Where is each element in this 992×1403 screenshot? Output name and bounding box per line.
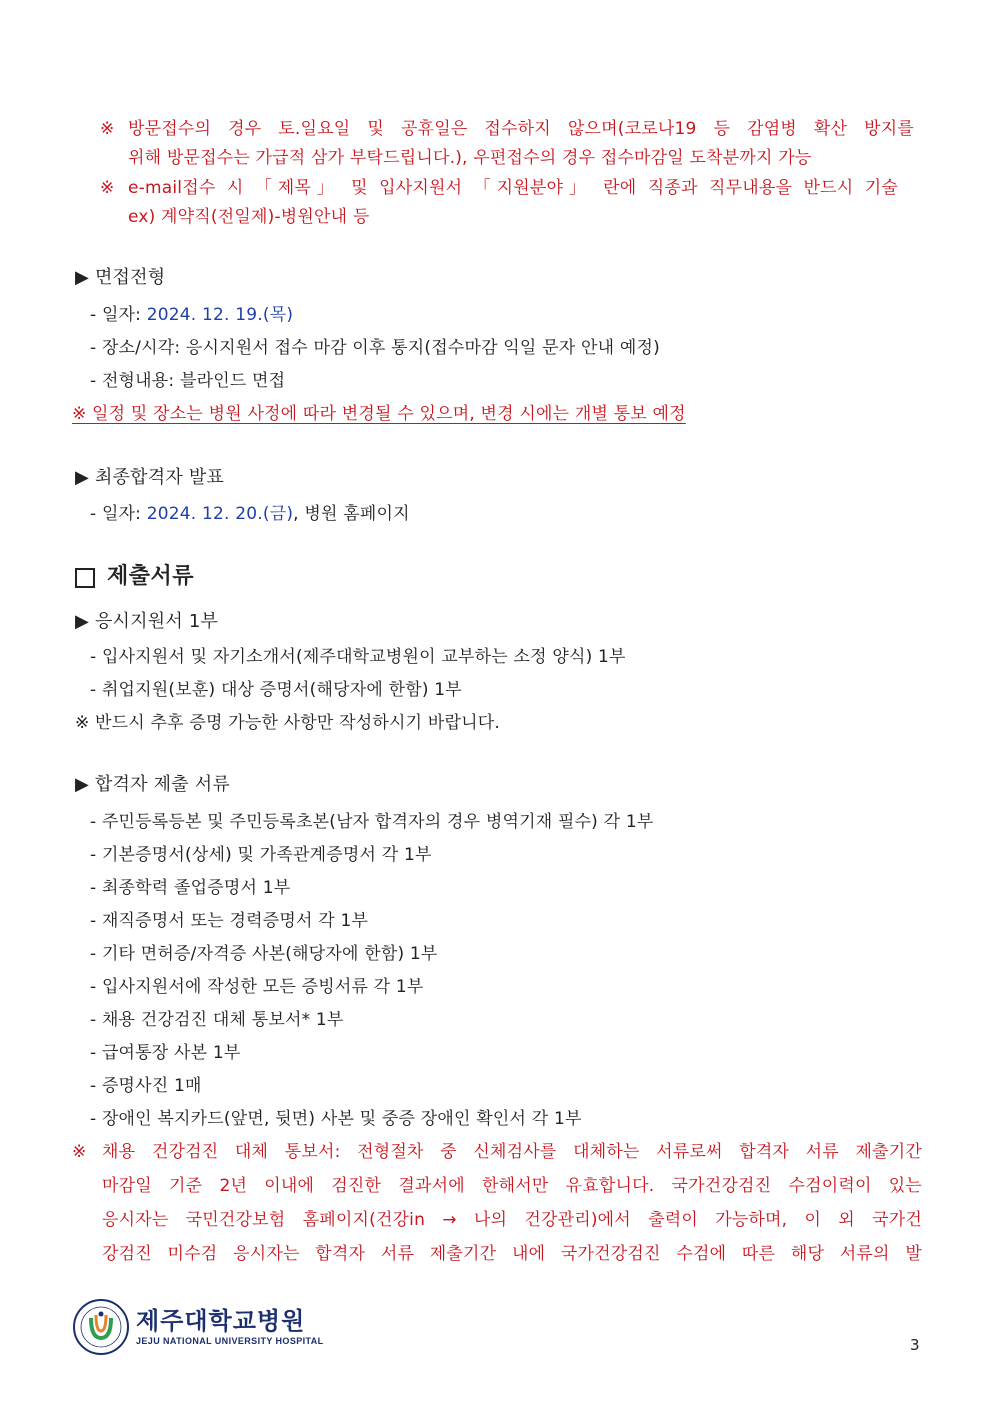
health-note-line3: 응시자는 국민건강보험 홈페이지(건강in → 나의 건강관리)에서 출력이 가능하며, 이 외 국가건	[102, 1210, 922, 1230]
announcement-title: ▶ 최종합격자 발표	[75, 467, 225, 488]
interview-title: ▶ 면접전형	[75, 267, 166, 288]
note-mark: ※	[100, 178, 115, 198]
email-note-line2: ex) 계약직(전일제)-병원안내 등	[128, 207, 370, 227]
page-number: 3	[910, 1336, 920, 1354]
documents-heading	[75, 563, 194, 591]
interview-date	[90, 303, 293, 327]
application-item: - 취업지원(보훈) 대상 증명서(해당자에 한함) 1부	[90, 680, 462, 700]
passed-doc-item: - 주민등록등본 및 주민등록초본(남자 합격자의 경우 병역기재 필수) 각 1부	[90, 812, 654, 832]
application-title: ▶ 응시지원서 1부	[75, 611, 219, 632]
health-note-line1: 채용 건강검진 대체 통보서: 전형절차 중 신체검사를 대체하는 서류로써 합격자 서류 제출기간	[102, 1142, 922, 1162]
hospital-emblem-icon	[72, 1298, 130, 1356]
announcement-date-suffix: , 병원 홈페이지	[293, 504, 410, 524]
passed-doc-item: - 재직증명서 또는 경력증명서 각 1부	[90, 911, 369, 931]
visit-note-line2: 위해 방문접수는 가급적 삼가 부탁드립니다.), 우편접수의 경우 접수마감일 도착분까지 가능	[128, 148, 812, 168]
checkbox-square-icon	[75, 568, 95, 588]
passed-doc-item: - 급여통장 사본 1부	[90, 1043, 241, 1063]
interview-date-label: - 일자:	[90, 305, 147, 325]
announcement-date	[90, 502, 410, 526]
announcement-date-value: 2024. 12. 20.(금)	[146, 504, 294, 524]
health-note-line2: 마감일 기준 2년 이내에 검진한 결과서에 한해서만 유효합니다. 국가건강검진 수검이력이 있는	[102, 1176, 922, 1196]
interview-place: - 장소/시각: 응시지원서 접수 마감 이후 통지(접수마감 익일 문자 안내 예정)	[90, 338, 660, 358]
application-note: ※ 반드시 추후 증명 가능한 사항만 작성하시기 바랍니다.	[75, 713, 500, 733]
passed-doc-item: - 입사지원서에 작성한 모든 증빙서류 각 1부	[90, 977, 424, 997]
application-item: - 입사지원서 및 자기소개서(제주대학교병원이 교부하는 소정 양식) 1부	[90, 647, 626, 667]
passed-doc-item: - 최종학력 졸업증명서 1부	[90, 878, 291, 898]
logo-name: 제주대학교병원	[136, 1307, 306, 1335]
announcement-date-label: - 일자:	[90, 504, 147, 524]
passed-doc-item: - 증명사진 1매	[90, 1076, 202, 1096]
note-mark: ※	[100, 119, 115, 139]
interview-content: - 전형내용: 블라인드 면접	[90, 371, 286, 391]
note-mark: ※	[72, 1142, 87, 1162]
logo-english-name: JEJU NATIONAL UNIVERSITY HOSPITAL	[136, 1336, 324, 1346]
health-note-line4: 강검진 미수검 응시자는 합격자 서류 제출기간 내에 국가건강검진 수검에 따른 해당 서류의 발	[102, 1244, 922, 1264]
passed-doc-item: - 채용 건강검진 대체 통보서* 1부	[90, 1010, 344, 1030]
passed-docs-title: ▶ 합격자 제출 서류	[75, 774, 230, 795]
email-note-line1: e-mail접수 시 「제목」 및 입사지원서 「지원분야」 란에 직종과 직무내용을 반드시 기술	[128, 178, 898, 198]
passed-doc-item: - 장애인 복지카드(앞면, 뒷면) 사본 및 중증 장애인 확인서 각 1부	[90, 1109, 582, 1129]
passed-doc-item: - 기타 면허증/자격증 사본(해당자에 한함) 1부	[90, 944, 438, 964]
hospital-logo	[72, 1298, 324, 1356]
passed-doc-item: - 기본증명서(상세) 및 가족관계증명서 각 1부	[90, 845, 432, 865]
documents-heading-text: 제출서류	[107, 564, 195, 589]
interview-date-value: 2024. 12. 19.(목)	[146, 305, 294, 325]
interview-change-notice: ※ 일정 및 장소는 병원 사정에 따라 변경될 수 있으며, 변경 시에는 개별 통보 예정	[72, 404, 686, 424]
visit-note-line1: 방문접수의 경우 토.일요일 및 공휴일은 접수하지 않으며(코로나19 등 감염병 확산 방지를	[128, 119, 914, 139]
